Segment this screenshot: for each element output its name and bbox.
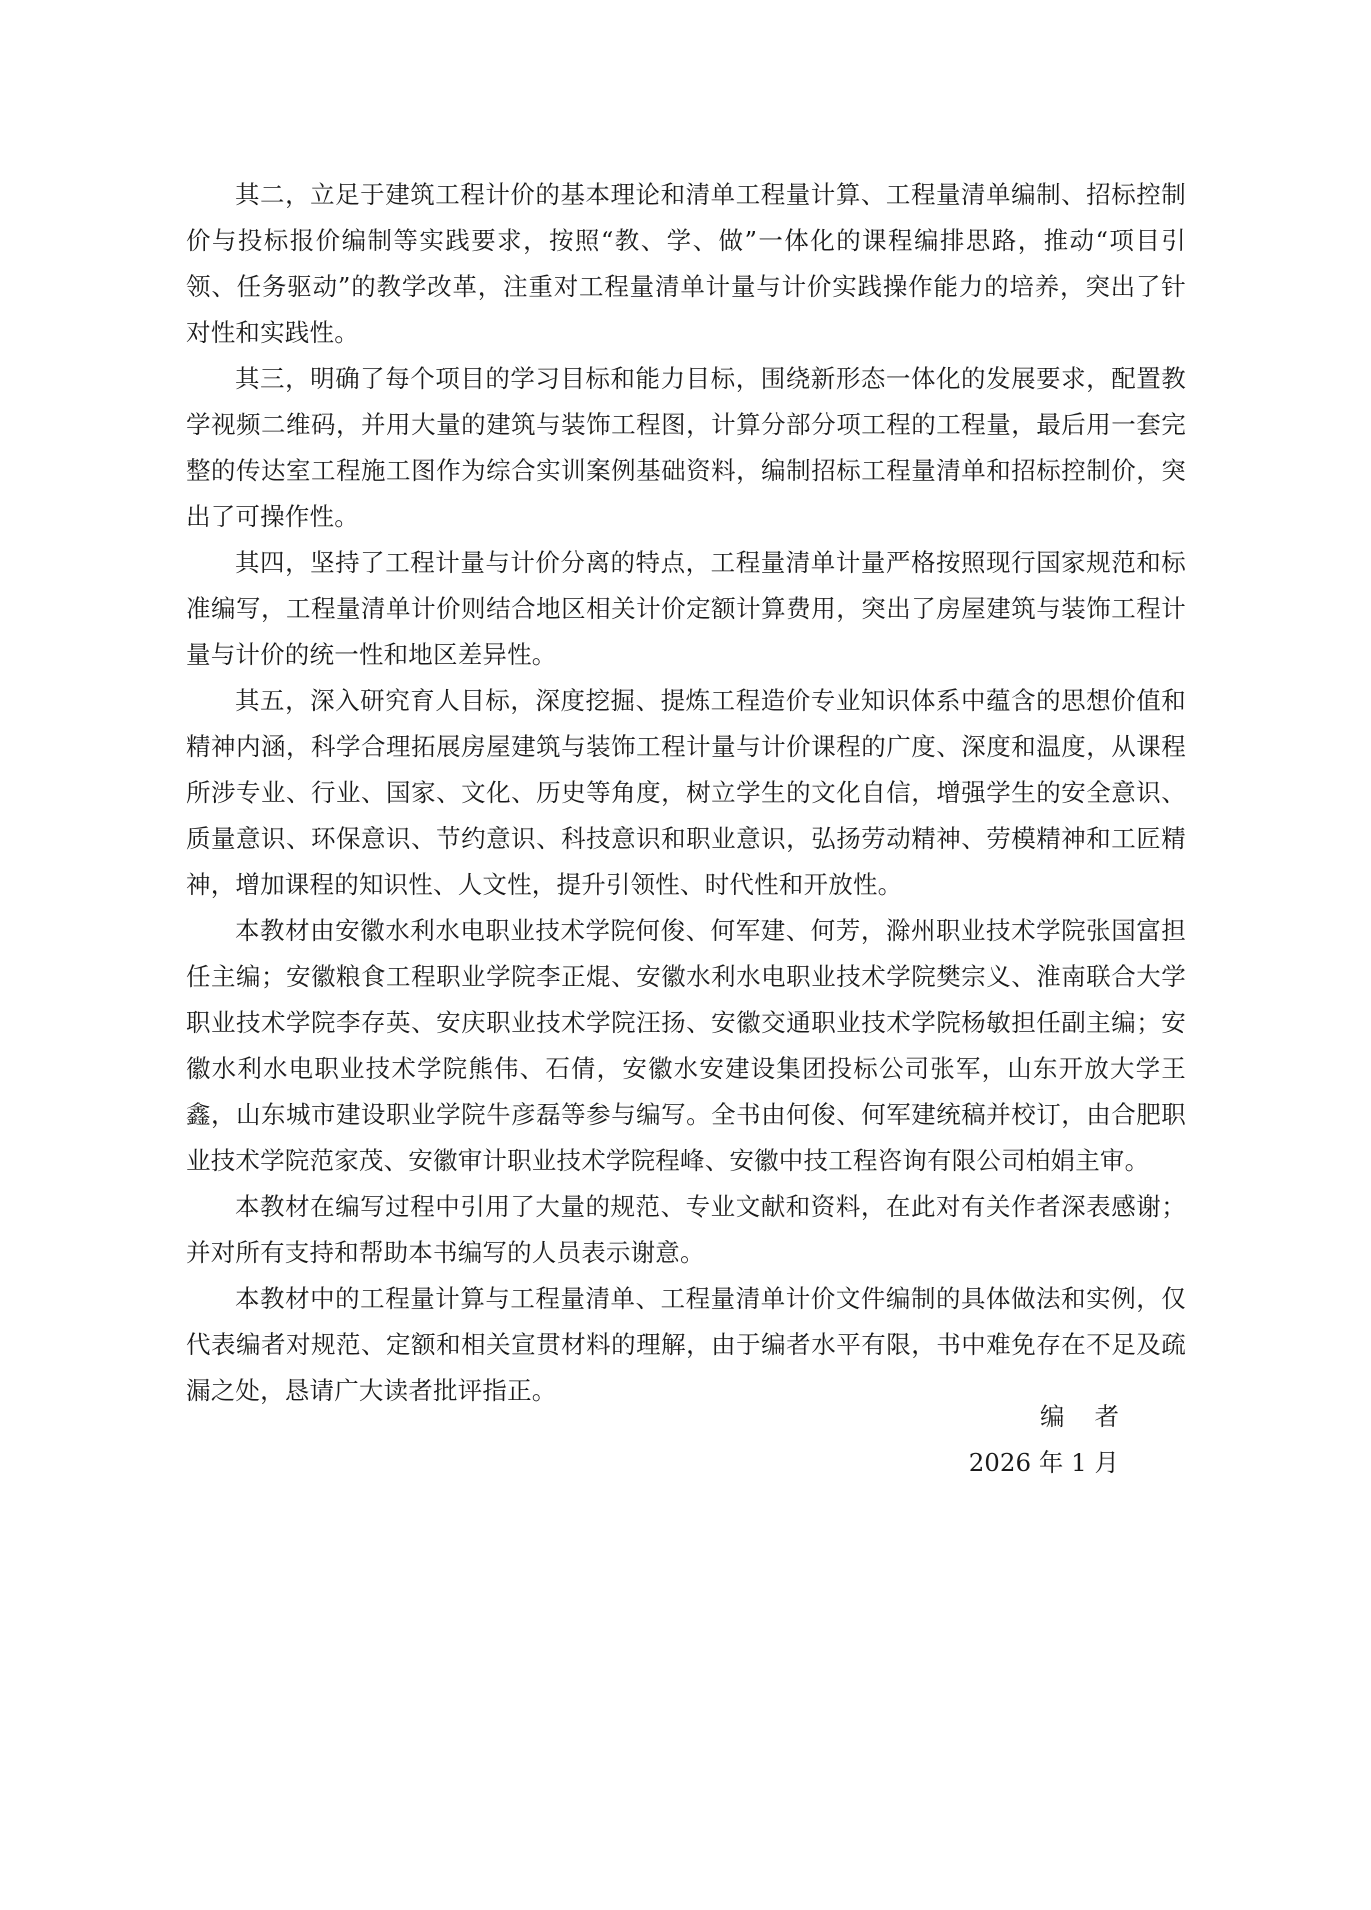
signature-block [968, 1394, 1149, 1486]
paragraph-acknowledgement: 本教材在编写过程中引用了大量的规范、专业文献和资料，在此对有关作者深表感谢；并对所有支持和帮助本书编写的人员表示谢意。 [186, 1192, 1186, 1267]
paragraph-point-four: 其四，坚持了工程计量与计价分离的特点，工程量清单计量严格按照现行国家规范和标准编写，工程量清单计价则结合地区相关计价定额计算费用，突出了房屋建筑与装饰工程计量与计价的统一性和地区差异性。 [186, 548, 1186, 669]
signature-date: 2026 年 1 月 [968, 1448, 1119, 1477]
paragraph-authors: 本教材由安徽水利水电职业技术学院何俊、何军建、何芳，滁州职业技术学院张国富担任主编；安徽粮食工程职业学院李正焜、安徽水利水电职业技术学院樊宗义、淮南联合大学职业技术学院李存英、安庆职业技术学院汪扬、安徽交通职业技术学院杨敏担任副主编；安徽水利水电职业技术学院熊伟、石倩，安徽水安建设集团投标公司张军，山东开放大学王鑫，山东城市建设职业学院牛彦磊等参与编写。全书由何俊、何军建统稿并校订，由合肥职业技术学院范家茂、安徽审计职业技术学院程峰、安徽中技工程咨询有限公司柏娟主审。 [186, 916, 1186, 1175]
signature-author: 编者 [1040, 1402, 1149, 1431]
paragraph-point-three: 其三，明确了每个项目的学习目标和能力目标，围绕新形态一体化的发展要求，配置教学视频二维码，并用大量的建筑与装饰工程图，计算分部分项工程的工程量，最后用一套完整的传达室工程施工图作为综合实训案例基础资料，编制招标工程量清单和招标控制价，突出了可操作性。 [186, 364, 1186, 531]
paragraph-point-two: 其二，立足于建筑工程计价的基本理论和清单工程量计算、工程量清单编制、招标控制价与投标报价编制等实践要求，按照“教、学、做”一体化的课程编排思路，推动“项目引领、任务驱动”的教学改革，注重对工程量清单计量与计价实践操作能力的培养，突出了针对性和实践性。 [186, 180, 1186, 347]
paragraph-point-five: 其五，深入研究育人目标，深度挖掘、提炼工程造价专业知识体系中蕴含的思想价值和精神内涵，科学合理拓展房屋建筑与装饰工程计量与计价课程的广度、深度和温度，从课程所涉专业、行业、国家、文化、历史等角度，树立学生的文化自信，增强学生的安全意识、质量意识、环保意识、节约意识、科技意识和职业意识，弘扬劳动精神、劳模精神和工匠精神，增加课程的知识性、人文性，提升引领性、时代性和开放性。 [186, 686, 1186, 899]
preface-body [186, 172, 1186, 1414]
paragraph-disclaimer: 本教材中的工程量计算与工程量清单、工程量清单计价文件编制的具体做法和实例，仅代表编者对规范、定额和相关宣贯材料的理解，由于编者水平有限，书中难免存在不足及疏漏之处，恳请广大读者批评指正。 [186, 1284, 1186, 1405]
